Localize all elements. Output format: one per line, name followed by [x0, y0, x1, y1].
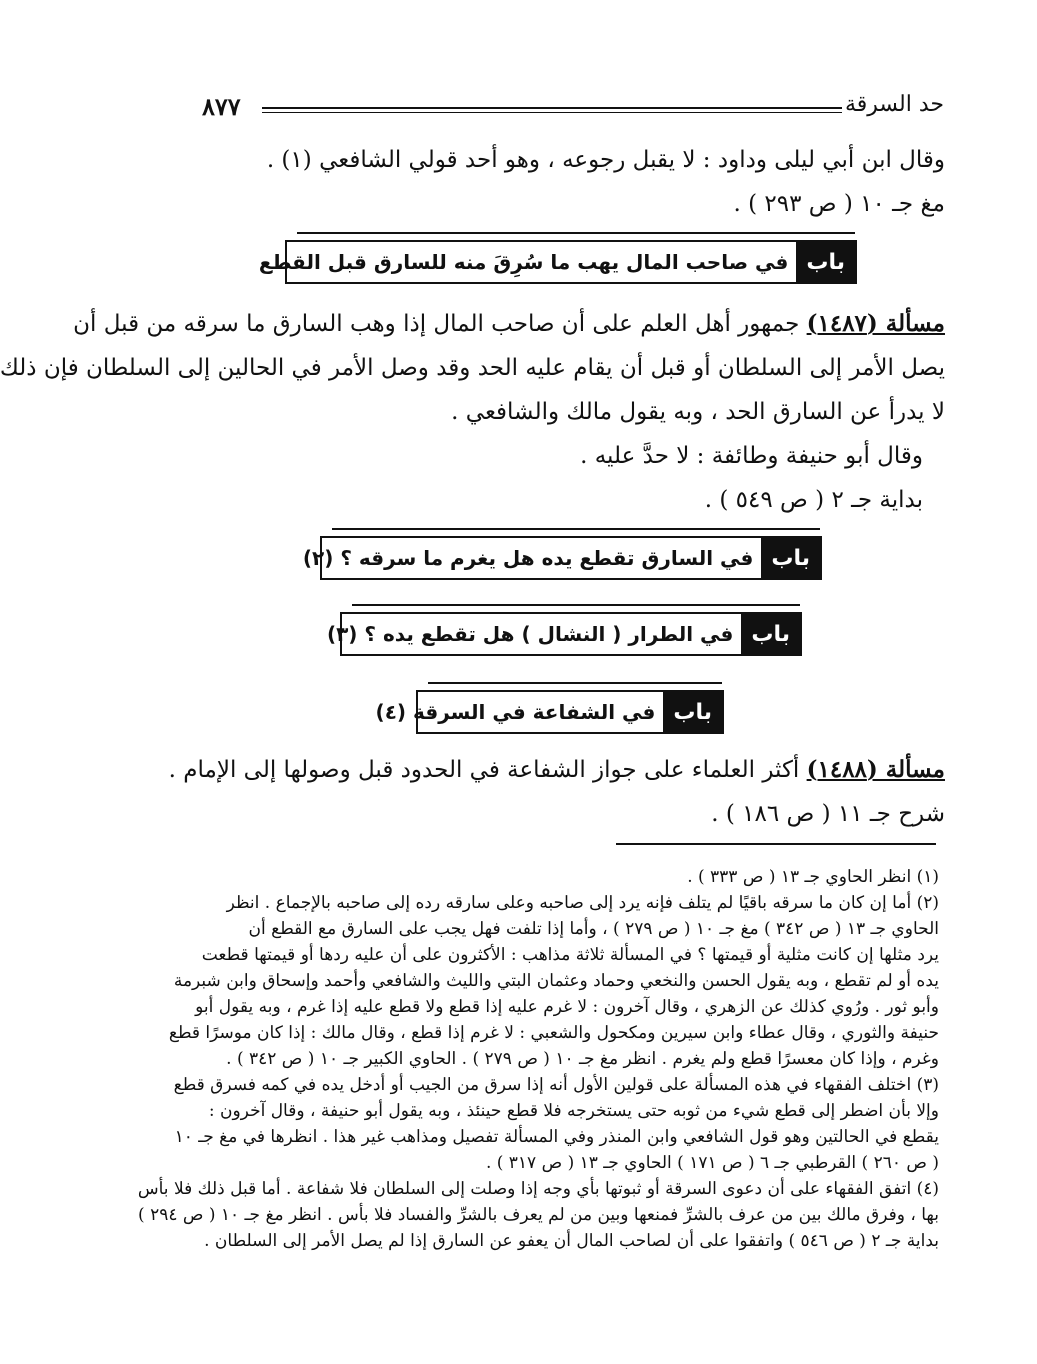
- footnote-line: يرد مثلها إن كانت مثلية أو قيمتها ؟ في المسألة ثلاثة مذاهب : الأكثرون على أن عليه ردها أو قيمتها قطعت: [201, 945, 939, 965]
- text-line: وقال ابن أبي ليلى وداود : لا يقبل رجوعه ، وهو أحد قولي الشافعي (١) .: [266, 147, 945, 173]
- footnote-line: وغرم ، وإذا كان معسرًا قطع ولم يغرم . انظر مغ جـ ١٠ ( ص ٢٧٩ ) . الحاوي الكبير جـ ١٠ ( ص ٣٤٢ ) .: [226, 1049, 939, 1069]
- citation-line: مغ جـ ١٠ ( ص ٢٩٣ ) .: [733, 191, 945, 217]
- page-number: ٨٧٧: [202, 92, 241, 121]
- footnote-line: (١) انظر الحاوي جـ ١٣ ( ص ٣٣٣ ) .: [687, 867, 939, 887]
- footnote-line: ( ص ٢٦٠ ) القرطبي جـ ٦ ( ص ١٧١ ) الحاوي جـ ١٣ ( ص ٣١٧ ) .: [485, 1153, 939, 1173]
- masala-1487: [0, 302, 945, 522]
- footnote-line: حنيفة والثوري ، وقال عطاء وابن سيرين ومكحول والشعبي : لا غرم إذا قطع ، وقال مالك : إذا كان موسرًا قطع: [168, 1023, 939, 1043]
- footnote-line: بها ، وفرق مالك بين من عرف بالشرِّ فمنعها وبين من لم يعرف بالشرِّ والفساد فلا بأس . انظر مغ جـ ١٠ ( ص ٢٩٤ ): [138, 1205, 939, 1225]
- chapter-heading-gift: [258, 240, 857, 284]
- heading-text: في الشفاعة في السرقة (٤): [375, 700, 656, 724]
- footnote-line: الحاوي جـ ١٣ ( ص ٣٤٢ ) مغ جـ ١٠ ( ص ٢٧٩ ) ، وأما إذا تلفت فهل يجب على السارق مع القطع أن: [248, 919, 939, 939]
- heading-text: في صاحب المال يهب ما سُرِقَ منه للسارق قبل القطع: [258, 250, 789, 274]
- text-line: لا يدرأ عن السارق الحد ، وبه يقول مالك والشافعي .: [451, 399, 945, 425]
- bab-label: باب: [741, 614, 800, 654]
- header-rule: [262, 107, 842, 113]
- bab-label: باب: [796, 242, 855, 282]
- chapter-heading-intercession: [375, 690, 724, 734]
- footnote-line: (٤) اتفق الفقهاء على أن دعوى السرقة أو ثبوتها بأي وجه إذا وصلت إلى السلطان فلا شفاعة . أما قبل ذلك فلا بأس: [137, 1179, 939, 1199]
- bab-label: باب: [663, 692, 722, 732]
- citation-line: بداية جـ ٢ ( ص ٥٤٩ ) .: [704, 487, 923, 513]
- header-title: حد السرقة: [844, 92, 944, 117]
- bab-label: باب: [761, 538, 820, 578]
- chapter-heading-pickpocket: [326, 612, 802, 656]
- heading-text: في الطرار ( النشال ) هل تقطع يده ؟ (٣): [326, 622, 734, 646]
- citation-line: شرح جـ ١١ ( ص ١٨٦ ) .: [711, 801, 945, 827]
- footnote-line: وأبو ثور . ورُوي كذلك عن الزهري ، وقال آخرون : لا غرم عليه إذا قطع ولا قطع عليه إذا غرم ، وبه يقول أبو: [195, 997, 939, 1017]
- heading-text: في السارق تقطع يده هل يغرم ما سرقه ؟ (٢): [302, 546, 754, 570]
- chapter-heading-compensation: [302, 536, 822, 580]
- footnote-line: وإلا بأن اضطر إلى قطع شيء من ثوبه حتى يستخرجه فلا قطع حينئذ ، وبه يقول أبو حنيفة ، وقال آخرون :: [208, 1101, 939, 1121]
- footnote-line: يده أو لم تقطع ، وبه يقول الحسن والنخعي وحماد وعثمان البتي والليث والشافعي وأحمد وإسحاق وابن شبرمة: [173, 971, 939, 991]
- footnote-separator: [616, 843, 936, 845]
- footnotes: [137, 864, 939, 1254]
- text-line: جمهور أهل العلم على أن صاحب المال إذا وهب السارق ما سرقه من قبل أن: [73, 311, 800, 337]
- footnote-line: (٢) أما إن كان ما سرقه باقيًا لم يتلف فإنه يرد إلى صاحبه وعلى سارقه رده إلى صاحبه بالإجماع . انظر: [226, 893, 939, 913]
- masala-label: مسألة (١٤٨٧): [806, 310, 945, 337]
- footnote-line: (٣) اختلف الفقهاء في هذه المسألة على قولين الأول أنه إذا سرق من الجيب أو أدخل يده في كمه فسرق قطع: [173, 1075, 939, 1095]
- footnote-line: يقطع في الحالتين وهو قول الشافعي وابن المنذر وفي المسألة تفصيل ومذاهب غير هذا . انظرها في مغ جـ ١٠: [174, 1127, 939, 1147]
- footnote-line: بداية جـ ٢ ( ص ٥٤٦ ) واتفقوا على أن لصاحب المال أن يعفو عن السارق إذا لم يصل الأمر إلى السلطان .: [204, 1231, 939, 1251]
- text-line: يصل الأمر إلى السلطان أو قبل أن يقام عليه الحد وقد وصل الأمر في الحالين إلى السلطان فإن ذلك: [0, 355, 945, 381]
- text-line: أكثر العلماء على جواز الشفاعة في الحدود قبل وصولها إلى الإمام .: [168, 757, 800, 783]
- text-line: وقال أبو حنيفة وطائفة : لا حدَّ عليه .: [580, 443, 923, 469]
- running-header: [202, 92, 944, 126]
- opening-paragraph: [205, 138, 945, 226]
- masala-label: مسألة (١٤٨٨): [806, 756, 945, 783]
- masala-1488: [168, 748, 945, 836]
